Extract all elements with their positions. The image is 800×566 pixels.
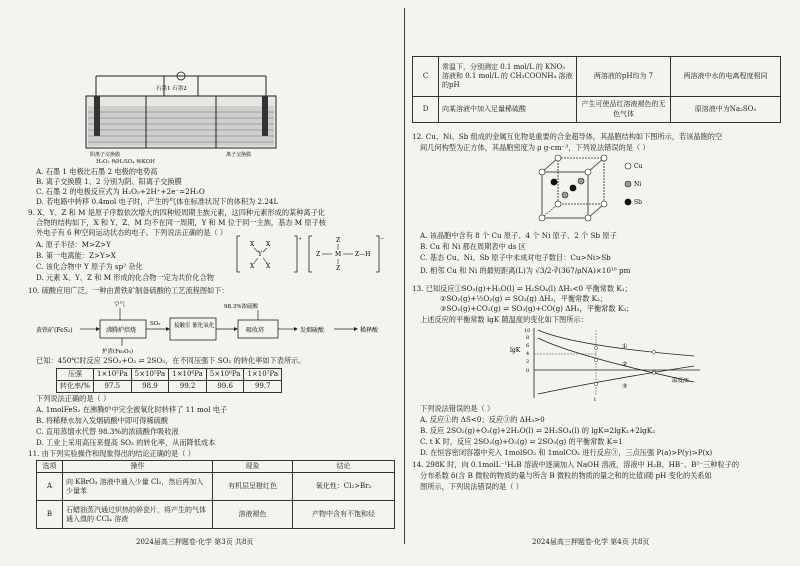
figure-bottom-label: H₂O₂ 稀H₂SO₄ 稀KOH xyxy=(96,159,155,165)
left-page-footer: 2024届高三押题卷·化学 第3页 共8页 xyxy=(136,538,254,546)
q10-option-c: C. 直用蒸馏水代替 98.3%的浓硫酸作吸收液 xyxy=(36,427,179,436)
table-cell: 99.6 xyxy=(206,381,244,393)
q9-option-c: C. 该化合物中 Y 原子为 sp² 杂化 xyxy=(36,262,143,271)
svg-text:X: X xyxy=(250,241,255,248)
q12-stem-1: 12. Cu、Ni、Sb 组成的金属互化物是重要的合金超导体，其晶胞结构如下图所示，若该晶胞的空 xyxy=(412,132,723,141)
flow-step2: 接触室 催化氧化 xyxy=(174,323,215,329)
table-cell: 石蜡油蒸汽通过炽热的碎瓷片，将产生的气体通入溴的 CCl₄ 溶液 xyxy=(63,501,213,529)
electrolysis-figure xyxy=(76,62,286,158)
sulfuric-acid-flow-diagram xyxy=(36,296,396,356)
y-tick-label: 6 xyxy=(526,343,530,349)
q9-stem-3: 外电子有 6 种空间运动状态的电子。下列说法正确的是（ ） xyxy=(36,228,228,237)
table-cell: 产生可使品红溶液褪色的无色气体 xyxy=(577,97,671,123)
svg-text:X: X xyxy=(266,241,271,248)
table-cell: 两溶液的pH均为 7 xyxy=(577,57,671,97)
flow-final: 稀释酸 xyxy=(360,327,379,334)
table-cell: 97.5 xyxy=(94,381,132,393)
table-cell: 5×10⁵Pa xyxy=(131,369,169,381)
table-cell: 常温下，分别测定 0.1 mol/L 的 KNO₃ 溶液和 0.1 mol/L 的 CH₃COONH₄ 溶液的pH xyxy=(439,57,577,97)
q14-line-1: 14. 298K 时，向 0.1molL⁻¹H₂B 溶液中逐滴加入 NaOH 溶液，溶液中 H₂B、HB⁻、B²⁻三种粒子的 xyxy=(412,460,740,469)
y-tick-label: 8 xyxy=(526,335,530,341)
q13-option-b: B. 反应 2SO₂(g)+O₂(g)+2H₂O(l) ⇌ 2H₂SO₄(l) 的 lgK=2lgK₁+2lgK₂ xyxy=(420,426,655,435)
q12-option-d: D. 相邻 Cu 和 Ni 的最短距离(L)为 √3/2·∛(367/ρNA)×10¹⁰ pm xyxy=(420,266,631,275)
column-divider xyxy=(404,8,405,544)
table-cell: 1×10⁶Pa xyxy=(169,369,207,381)
electrode-label: 石墨1 石墨2 xyxy=(156,86,187,92)
flow-so2: SO₂ xyxy=(150,321,161,327)
table-cell: 99.2 xyxy=(169,381,207,393)
table-row xyxy=(413,57,781,97)
q10-option-d: D. 工业上采用高压来提高 SO₂ 的转化率，从而降低成本 xyxy=(36,438,216,447)
q9-option-d: D. 元素 X、Y、Z 和 M 形成的化合物一定为共价化合物 xyxy=(36,273,214,282)
x-axis-label: 温度/K xyxy=(672,378,689,384)
table-cell: 两溶液中水的电离程度相同 xyxy=(671,57,781,97)
q8-option-a: A. 石墨 1 电极比石墨 2 电极的电势高 xyxy=(36,167,158,176)
q13-option-c: C. t K 时，反应 2SO₂(g)+O₂(g) ⇌ 2SO₃(g) 的平衡常数 K=1 xyxy=(420,437,623,446)
table-row xyxy=(57,369,282,381)
table-cell: 向 KBrO₃ 溶液中通入少量 Cl₂，然后再加入少量苯 xyxy=(63,473,213,501)
table-row xyxy=(37,501,395,529)
y-tick-label: 10 xyxy=(524,328,531,334)
flow-product: 发烟硫酸 xyxy=(300,327,325,334)
q11-table xyxy=(36,460,395,529)
table-row xyxy=(413,97,781,123)
anion-membrane-label: 阴离子交换膜 xyxy=(90,152,121,158)
table-row xyxy=(37,473,395,501)
q13-reaction-3: ③SO₂(g)+CO₂(g) ⇌ SO₃(g)+CO(g) ΔH₃，平衡常数 K₃； xyxy=(440,304,634,313)
curve-label-1: ① xyxy=(622,343,628,350)
legend-ni: Ni xyxy=(634,181,642,188)
flow-air: 空气 xyxy=(114,302,126,308)
svg-text:Z: Z xyxy=(336,237,341,244)
right-page-footer: 2024届高三押题卷·化学 第4页 共8页 xyxy=(532,538,650,546)
y-axis-label: lgK xyxy=(510,347,521,354)
q10-stem: 10. 硫酸应用广泛，一种由黄铁矿制备硫酸的工艺流程图如下： xyxy=(28,286,229,295)
q12-option-a: A. 该晶胞中含有 8 个 Cu 原子、4 个 Ni 原子、2 个 Sb 原子 xyxy=(420,231,617,240)
table-cell: 1×10⁵Pa xyxy=(94,369,132,381)
table-header-cell: 现象 xyxy=(213,461,293,473)
q9-option-a: A. 原子半径：M>Z>Y xyxy=(36,240,111,249)
table-cell: B xyxy=(37,501,63,529)
q13-option-d: D. 在恒容密闭容器中充入 1molSO₂ 和 1molCO₂ 进行反应③，三点压强 P(a)>P(y)>P(x) xyxy=(420,448,713,457)
q12-option-b: B. Cu 和 Ni 都在周期表中 ds 区 xyxy=(420,242,526,251)
table-cell: 产物中含有不饱和烃 xyxy=(293,501,395,529)
table-cell: 99.7 xyxy=(244,381,282,393)
q13-ask: 下列说法错误的是（ ） xyxy=(420,404,495,413)
y-tick-label: 4 xyxy=(526,351,530,357)
q8-option-d: D. 若电路中转移 0.4mol 电子时，产生的气体在标准状况下的体积为 2.24L xyxy=(36,197,279,206)
q11-table-continued xyxy=(412,56,781,123)
pressure-conversion-table xyxy=(56,368,282,393)
svg-text:+: + xyxy=(298,236,303,242)
q13-reaction-2: ②SO₂(g)+½O₂(g) ⇌ SO₃(g) ΔH₂，平衡常数 K₂； xyxy=(440,294,608,303)
table-cell: 转化率/% xyxy=(57,381,94,393)
q10-option-b: B. 将稀释水加入发烟硫酸中即可得稀硫酸 xyxy=(36,416,169,425)
table-cell: 向某溶液中加入足量稀硫酸 xyxy=(439,97,577,123)
lgk-temperature-chart xyxy=(504,326,704,402)
table-cell: A xyxy=(37,473,63,501)
cation-membrane-label: 离子交换膜 xyxy=(226,152,252,158)
table-cell: C xyxy=(413,57,439,97)
legend-sb: Sb xyxy=(634,199,642,206)
svg-text:X: X xyxy=(250,263,255,270)
q13-graph-intro: 上述反应的平衡常数 lgK 随温度的变化如下图所示： xyxy=(420,315,588,324)
table-cell: 98.9 xyxy=(131,381,169,393)
table-cell: 氧化性：Cl₂>Br₂ xyxy=(293,473,395,501)
svg-text:−: − xyxy=(380,236,385,242)
table-header-row xyxy=(37,461,395,473)
q13-option-a: A. 反应①的 ΔS<0；反应③的 ΔH₃>0 xyxy=(420,415,545,424)
q12-option-c: C. 基态 Cu、Ni、Sb 原子中未成对电子数目：Cu>Ni>Sb xyxy=(420,253,611,262)
table-cell: D xyxy=(413,97,439,123)
ionic-structure-figure xyxy=(236,232,386,276)
y-tick-label: 2 xyxy=(526,359,530,365)
curve-label-2: ② xyxy=(622,361,628,368)
table-cell: 5×10⁶Pa xyxy=(206,369,244,381)
curve-label-3: ③ xyxy=(622,383,628,390)
q11-stem: 11. 由下列实验操作和现象得出的结论正确的是（ ） xyxy=(28,449,195,458)
svg-text:Z: Z xyxy=(336,265,341,272)
q14-line-3: 图所示，下列说法错误的是（ ） xyxy=(420,482,523,491)
table-header-cell: 选项 xyxy=(37,461,63,473)
table-header-cell: 结论 xyxy=(293,461,395,473)
flow-step3: 吸收塔 xyxy=(246,327,265,334)
svg-text:Z: Z xyxy=(316,251,321,258)
svg-text:M: M xyxy=(335,251,342,258)
q9-option-b: B. 第一电离能：Z>Y>X xyxy=(36,251,116,260)
table-cell: 原溶液中为Na₂SO₃ xyxy=(671,97,781,123)
q10-option-a: A. 1molFeS₂ 在沸腾炉中完全被氧化时转移了 11 mol 电子 xyxy=(36,405,228,414)
q10-given: 已知：450℃时反应 2SO₂+O₂ ⇌ 2SO₃，在不同压强下 SO₂ 的转化率如下表所示。 xyxy=(36,356,306,365)
x-tick-t: t xyxy=(594,397,597,402)
q8-option-c: C. 石墨 2 的电极反应式为 H₂O₂+2H⁺+2e⁻=2H₂O xyxy=(36,187,205,196)
table-cell: 1×10⁷Pa xyxy=(244,369,282,381)
table-header-cell: 操作 xyxy=(63,461,213,473)
svg-text:X: X xyxy=(266,263,271,270)
q9-stem-1: 9. X、Y、Z 和 M 是原子序数依次增大的四种短周期主族元素，这四种元素形成的某种离子化 xyxy=(28,208,325,217)
table-cell: 溶液褪色 xyxy=(213,501,293,529)
q10-ask: 下列说法正确的是（ ） xyxy=(36,394,111,403)
legend-cu: Cu xyxy=(634,163,643,170)
right-column xyxy=(412,0,782,566)
flow-step1: 沸腾炉焙烧 xyxy=(106,327,137,334)
left-column xyxy=(28,0,396,566)
q8-option-b: B. 离子交换膜 1、2 分别为阴、阳离子交换膜 xyxy=(36,177,182,186)
table-row xyxy=(57,381,282,393)
table-cell: 压强 xyxy=(57,369,94,381)
svg-text:Y: Y xyxy=(258,251,262,258)
flow-acid: 98.3%浓硫酸 xyxy=(224,304,258,310)
table-cell: 有机层呈橙红色 xyxy=(213,473,293,501)
flow-slag: 炉渣(Fe₂O₃) xyxy=(102,349,133,355)
y-tick-label: 0 xyxy=(526,368,530,374)
q9-stem-2: 合物的结构如下，X 和 Y、Z、M 均不在同一周期，Y 和 M 位于同一主族，基态 M 原子核 xyxy=(36,218,326,227)
crystal-cell-figure xyxy=(532,152,672,224)
q13-stem: 13. 已知反应①SO₃(g)+H₂O(l) ⇌ H₂SO₄(l) ΔH₁<0 平衡常数 K₁； xyxy=(412,284,632,293)
svg-text:Z—H: Z—H xyxy=(355,251,371,258)
flow-input: 黄铁矿(FeS₂) xyxy=(36,327,73,334)
q12-stem-2: 间几何构型为正方体，其晶胞密度为 ρ g·cm⁻³，下列说法错误的是（ ） xyxy=(420,143,650,152)
q14-line-2: 分布系数 δ(含 B 微粒的物质的量与所含 B 微粒的物质的量之和的比值)随 pH 变化的关系如 xyxy=(420,471,712,480)
